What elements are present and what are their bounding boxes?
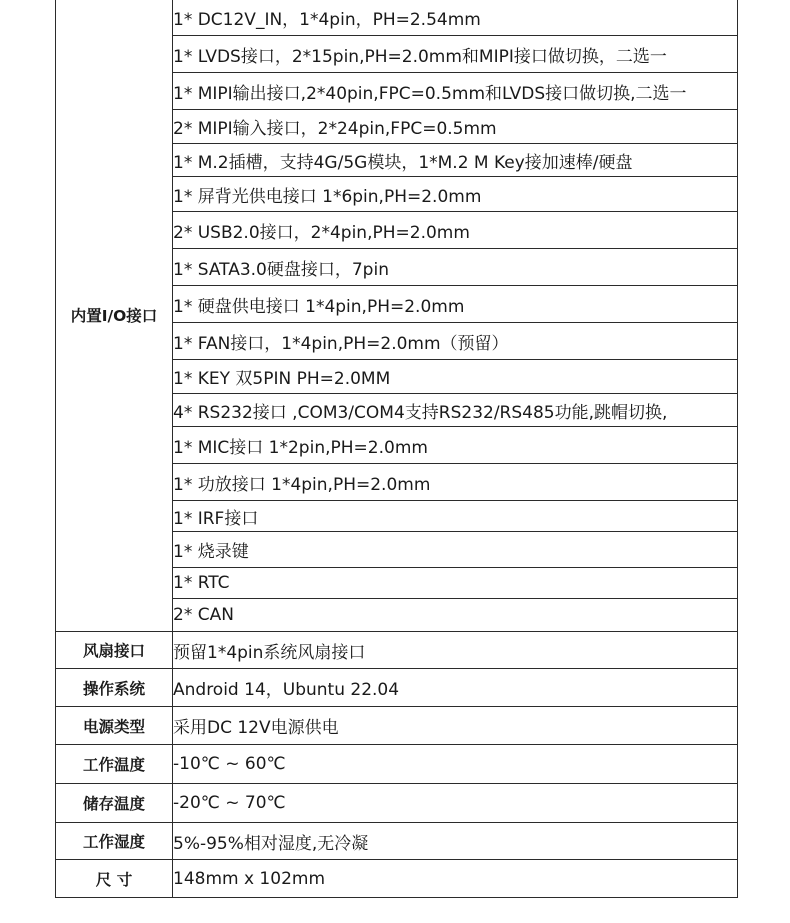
- io-item: 1* 屏背光供电接口 1*6pin,PH=2.0mm: [173, 177, 738, 212]
- table-row: [56, 823, 738, 860]
- table-row: [56, 669, 738, 707]
- io-item: 2* USB2.0接口，2*4pin,PH=2.0mm: [173, 212, 738, 249]
- table-row: [56, 707, 738, 745]
- fan-value: 预留1*4pin系统风扇接口: [173, 632, 738, 669]
- table-row: [56, 784, 738, 823]
- storage-temp-value: -20℃ ~ 70℃: [173, 784, 738, 823]
- power-label: 电源类型: [56, 707, 173, 745]
- table-row: [56, 632, 738, 669]
- io-item: 2* CAN: [173, 599, 738, 632]
- io-item: 1* KEY 双5PIN PH=2.0MM: [173, 360, 738, 394]
- io-section-label: 内置I/O接口: [56, 0, 173, 632]
- io-item: 1* MIC接口 1*2pin,PH=2.0mm: [173, 427, 738, 464]
- io-item: 1* IRF接口: [173, 501, 738, 532]
- io-item: 1* DC12V_IN，1*4pin，PH=2.54mm: [173, 0, 738, 36]
- work-temp-value: -10℃ ~ 60℃: [173, 745, 738, 784]
- io-item: 2* MIPI输入接口，2*24pin,FPC=0.5mm: [173, 110, 738, 144]
- humidity-value: 5%-95%相对湿度,无冷凝: [173, 823, 738, 860]
- table-row: [56, 0, 738, 36]
- os-value: Android 14，Ubuntu 22.04: [173, 669, 738, 707]
- io-item: 1* M.2插槽，支持4G/5G模块，1*M.2 M Key接加速棒/硬盘: [173, 144, 738, 177]
- io-item: 1* LVDS接口，2*15pin,PH=2.0mm和MIPI接口做切换，二选一: [173, 36, 738, 73]
- os-label: 操作系统: [56, 669, 173, 707]
- spec-table: [55, 0, 738, 898]
- table-row: [56, 860, 738, 898]
- size-label: 尺 寸: [56, 860, 173, 898]
- size-value: 148mm x 102mm: [173, 860, 738, 898]
- io-item: 1* 烧录键: [173, 532, 738, 568]
- io-item: 4* RS232接口 ,COM3/COM4支持RS232/RS485功能,跳帽切换,: [173, 394, 738, 427]
- io-item: 1* RTC: [173, 568, 738, 599]
- humidity-label: 工作湿度: [56, 823, 173, 860]
- io-item: 1* MIPI输出接口,2*40pin,FPC=0.5mm和LVDS接口做切换,二选一: [173, 73, 738, 110]
- storage-temp-label: 储存温度: [56, 784, 173, 823]
- io-item: 1* 功放接口 1*4pin,PH=2.0mm: [173, 464, 738, 501]
- power-value: 采用DC 12V电源供电: [173, 707, 738, 745]
- table-row: [56, 745, 738, 784]
- work-temp-label: 工作温度: [56, 745, 173, 784]
- io-item: 1* SATA3.0硬盘接口，7pin: [173, 249, 738, 286]
- fan-label: 风扇接口: [56, 632, 173, 669]
- io-item: 1* 硬盘供电接口 1*4pin,PH=2.0mm: [173, 286, 738, 323]
- io-item: 1* FAN接口，1*4pin,PH=2.0mm（预留）: [173, 323, 738, 360]
